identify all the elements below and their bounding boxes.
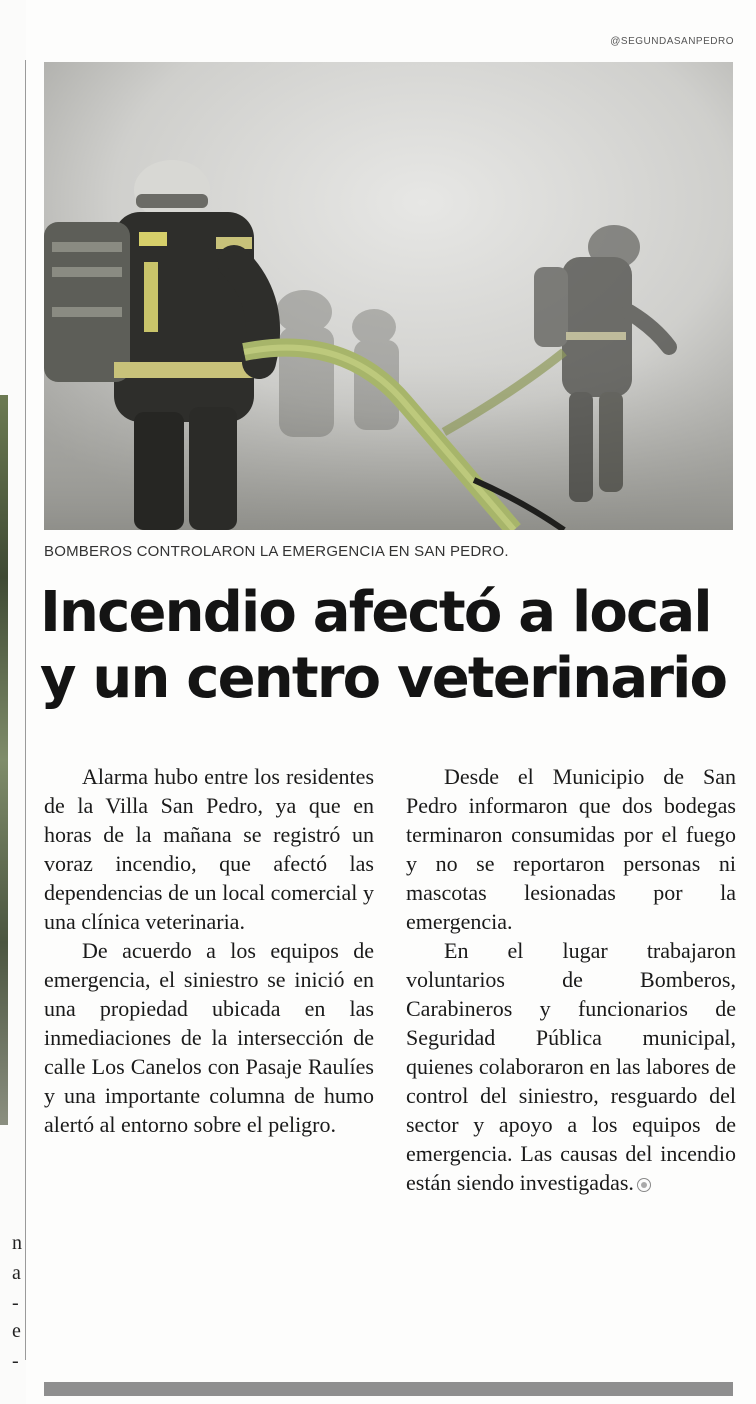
article-column-2 xyxy=(406,762,736,1197)
article-headline xyxy=(40,580,740,712)
firefighters-photo xyxy=(44,62,733,530)
previous-text-fragment: - xyxy=(12,1350,19,1372)
bottom-rule xyxy=(44,1382,733,1396)
paragraph: Desde el Municipio de San Pedro informaron que dos bodegas terminaron consumidas por el fuego y no se reportaron personas ni mascotas lesionadas por la emergencia. xyxy=(406,764,736,934)
paragraph xyxy=(406,936,736,1197)
headline-line-1: Incendio afectó a local xyxy=(40,580,711,645)
paragraph: De acuerdo a los equipos de emergencia, el siniestro se inició en una propiedad ubicada en las inmediaciones de la intersección de calle Los Canelos con Pasaje Raulíes y una importante columna de humo alertó al entorno sobre el peligro. xyxy=(44,938,374,1137)
previous-text-fragment: - xyxy=(12,1292,19,1314)
previous-text-fragment: e xyxy=(12,1320,21,1342)
photo-caption: BOMBEROS CONTROLARON LA EMERGENCIA EN SAN PEDRO. xyxy=(44,543,509,560)
paragraph: Alarma hubo entre los residentes de la Villa San Pedro, ya que en horas de la mañana se registró un voraz incendio, que afectó las dependencias de un local comercial y una clínica veterinaria. xyxy=(44,764,374,934)
previous-text-fragment: a xyxy=(12,1262,21,1284)
previous-article-strip xyxy=(0,0,26,1404)
column-divider xyxy=(25,60,26,1360)
end-of-article-icon xyxy=(637,1178,651,1192)
photo-credit: @SEGUNDASANPEDRO xyxy=(610,36,734,47)
previous-article-photo xyxy=(0,395,8,1125)
previous-text-fragment: n xyxy=(12,1232,22,1254)
paragraph-text: En el lugar trabajaron voluntarios de Bomberos, Carabineros y funcionarios de Seguridad Pública municipal, quienes colaboraron en las labores de control del siniestro, resguardo del sector y apoyo a los equipos de emergencia. Las causas del incendio están siendo investigadas. xyxy=(406,938,736,1195)
article-column-1 xyxy=(44,762,374,1139)
headline-line-2: y un centro veterinario xyxy=(40,646,727,711)
